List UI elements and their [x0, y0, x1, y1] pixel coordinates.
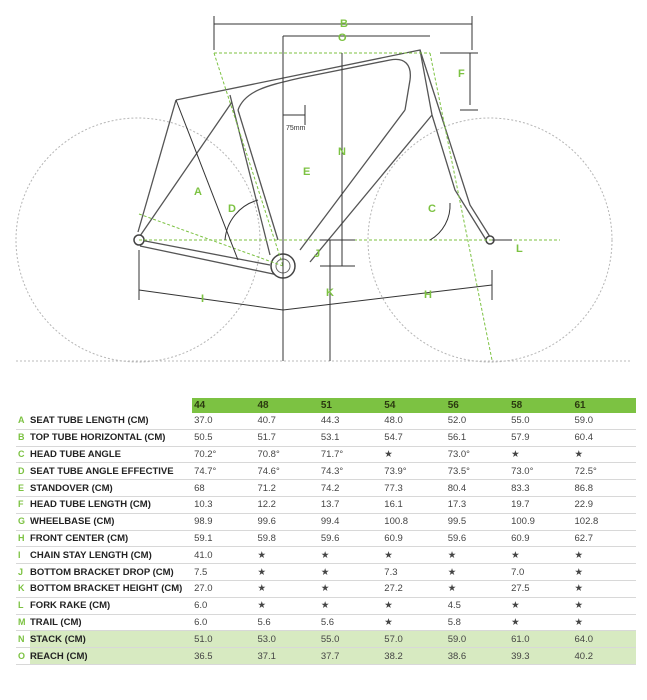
table-cell: 27.0 — [194, 583, 213, 595]
table-cell: 71.7° — [320, 448, 344, 460]
table-cell: 83.3 — [511, 482, 530, 494]
row-label: STACK (CM) — [30, 631, 192, 648]
table-cell: 64.0 — [573, 631, 637, 648]
table-cell: ★ — [511, 616, 520, 628]
table-row — [16, 463, 636, 480]
table-cell: ★ — [257, 583, 266, 595]
table-cell: 53.0 — [255, 631, 318, 648]
table-cell: 57.0 — [382, 631, 445, 648]
dim-label-i: I — [201, 293, 205, 305]
table-cell: 17.3 — [447, 499, 467, 511]
table-cell: 59.0 — [574, 415, 593, 427]
table-cell: 40.2 — [573, 648, 637, 665]
table-row — [16, 513, 636, 530]
table-row — [16, 413, 636, 429]
table-cell: 50.5 — [194, 432, 213, 444]
dim-label-o: O — [338, 32, 347, 44]
table-row — [16, 564, 636, 581]
table-cell: 7.5 — [194, 566, 208, 578]
dim-label-h: H — [424, 289, 432, 301]
table-cell: 68 — [194, 482, 205, 494]
row-letter: A — [18, 415, 25, 426]
table-cell: 74.2 — [320, 482, 340, 494]
table-cell: 60.9 — [384, 532, 403, 544]
table-row — [16, 530, 636, 547]
table-cell: 6.0 — [194, 616, 208, 628]
table-cell: ★ — [257, 549, 266, 561]
table-row — [16, 614, 636, 631]
row-letter: F — [18, 499, 24, 510]
table-row — [16, 648, 636, 665]
table-cell: 5.6 — [320, 616, 335, 628]
table-cell: 51.7 — [257, 432, 276, 444]
table-cell: 59.8 — [257, 532, 276, 544]
row-letter: M — [18, 616, 26, 627]
row-label: TRAIL (CM) — [30, 616, 82, 628]
table-cell: 70.2° — [194, 448, 217, 460]
row-letter: B — [18, 432, 25, 443]
table-cell: 51.0 — [192, 631, 255, 648]
table-cell: 77.3 — [384, 482, 403, 494]
table-cell: ★ — [511, 549, 520, 561]
table-cell: 56.1 — [447, 432, 467, 444]
table-row — [16, 429, 636, 446]
table-cell: ★ — [574, 616, 584, 628]
table-cell: 12.2 — [257, 499, 276, 511]
frame — [138, 50, 492, 275]
table-row — [16, 547, 636, 564]
table-cell: 74.3° — [320, 465, 344, 477]
dim-label-f: F — [458, 68, 465, 80]
table-row — [16, 496, 636, 513]
row-label: WHEELBASE (CM) — [30, 516, 115, 528]
table-cell: ★ — [384, 616, 393, 628]
size-header: 61 — [573, 398, 637, 413]
note-75mm: 75mm — [286, 125, 306, 132]
row-letter: D — [18, 465, 25, 476]
table-cell: 57.9 — [511, 432, 530, 444]
size-header: 58 — [509, 398, 572, 413]
table-cell: 99.4 — [320, 516, 340, 528]
table-cell: 102.8 — [574, 516, 599, 528]
table-cell: 70.8° — [257, 448, 280, 460]
table-cell: 71.2 — [257, 482, 276, 494]
table-cell: ★ — [447, 549, 457, 561]
table-cell: ★ — [320, 600, 330, 612]
table-cell: ★ — [574, 566, 584, 578]
row-letter: H — [18, 532, 25, 543]
table-cell: 7.0 — [511, 566, 525, 578]
table-cell: 59.6 — [447, 532, 467, 544]
table-cell: ★ — [574, 600, 584, 612]
table-cell: 48.0 — [384, 415, 403, 427]
table-cell: 59.1 — [194, 532, 213, 544]
table-cell: 59.6 — [320, 532, 340, 544]
table-cell: 80.4 — [447, 482, 467, 494]
size-header: 48 — [255, 398, 318, 413]
dim-label-l: L — [516, 243, 523, 255]
table-cell: 99.5 — [447, 516, 467, 528]
row-label: SEAT TUBE ANGLE EFFECTIVE — [30, 465, 174, 477]
dim-label-b: B — [340, 18, 348, 30]
table-cell: 74.7° — [194, 465, 217, 477]
table-cell: 59.0 — [446, 631, 509, 648]
table-row — [16, 580, 636, 597]
table-cell: 73.5° — [447, 465, 470, 477]
table-cell: 19.7 — [511, 499, 530, 511]
table-cell: 44.3 — [320, 415, 340, 427]
table-cell: 37.0 — [194, 415, 213, 427]
table-row — [16, 631, 636, 648]
table-cell: 27.2 — [384, 583, 403, 595]
table-cell: 5.6 — [257, 616, 271, 628]
table-cell: 13.7 — [320, 499, 340, 511]
table-cell: 5.8 — [447, 616, 461, 628]
table-cell: 52.0 — [447, 415, 467, 427]
table-cell: 39.3 — [509, 648, 572, 665]
table-cell: 38.6 — [446, 648, 509, 665]
row-letter: E — [18, 482, 25, 493]
row-label: TOP TUBE HORIZONTAL (CM) — [30, 432, 166, 444]
table-cell: 10.3 — [194, 499, 213, 511]
geometry-table — [16, 398, 636, 665]
table-row — [16, 597, 636, 614]
table-cell: 99.6 — [257, 516, 276, 528]
row-label: HEAD TUBE LENGTH (CM) — [30, 499, 151, 511]
row-label: CHAIN STAY LENGTH (CM) — [30, 549, 152, 561]
table-cell: ★ — [511, 448, 520, 460]
table-cell: ★ — [257, 566, 266, 578]
table-cell: ★ — [320, 566, 330, 578]
table-cell: 60.9 — [511, 532, 530, 544]
geometry-table-body — [16, 413, 636, 664]
geometry-guides — [139, 53, 560, 360]
table-cell: 74.6° — [257, 465, 280, 477]
table-cell: 40.7 — [257, 415, 276, 427]
row-letter: C — [18, 448, 25, 459]
table-cell: 16.1 — [384, 499, 403, 511]
table-cell: ★ — [511, 600, 520, 612]
table-cell: 86.8 — [574, 482, 593, 494]
table-cell: 54.7 — [384, 432, 403, 444]
table-cell: 55.0 — [319, 631, 382, 648]
table-cell: 73.9° — [384, 465, 407, 477]
size-header: 44 — [192, 398, 255, 413]
row-label: REACH (CM) — [30, 648, 192, 665]
row-label: FRONT CENTER (CM) — [30, 532, 129, 544]
table-cell: 22.9 — [574, 499, 593, 511]
table-cell: ★ — [320, 549, 330, 561]
table-cell: ★ — [447, 566, 457, 578]
table-cell: ★ — [384, 448, 393, 460]
dim-label-a: A — [194, 186, 202, 198]
row-letter: L — [18, 600, 24, 611]
row-label: BOTTOM BRACKET HEIGHT (CM) — [30, 583, 183, 595]
table-cell: 61.0 — [509, 631, 572, 648]
table-cell: 62.7 — [574, 532, 593, 544]
size-header: 51 — [319, 398, 382, 413]
dim-label-e: E — [303, 166, 311, 178]
row-letter: K — [18, 583, 25, 594]
dim-label-j: J — [314, 248, 321, 260]
table-cell: ★ — [447, 583, 457, 595]
size-header-row — [16, 398, 636, 413]
dim-label-n: N — [338, 146, 346, 158]
table-cell: 100.9 — [511, 516, 535, 528]
table-cell: ★ — [384, 549, 393, 561]
row-label: BOTTOM BRACKET DROP (CM) — [30, 566, 174, 578]
row-label: HEAD TUBE ANGLE — [30, 448, 121, 460]
table-cell: 37.7 — [319, 648, 382, 665]
row-label: STANDOVER (CM) — [30, 482, 113, 494]
row-letter: I — [18, 549, 21, 560]
table-cell: 73.0° — [447, 448, 470, 460]
row-label: FORK RAKE (CM) — [30, 600, 111, 612]
table-cell: 7.3 — [384, 566, 398, 578]
table-cell: 60.4 — [574, 432, 593, 444]
row-letter: G — [18, 516, 26, 527]
table-cell: 72.5° — [574, 465, 597, 477]
size-header: 54 — [382, 398, 445, 413]
table-cell: 53.1 — [320, 432, 340, 444]
table-cell: 98.9 — [194, 516, 213, 528]
table-cell: 38.2 — [382, 648, 445, 665]
table-row — [16, 480, 636, 497]
table-cell: 27.5 — [511, 583, 530, 595]
table-cell: 73.0° — [511, 465, 534, 477]
table-cell: 6.0 — [194, 600, 208, 612]
table-cell: ★ — [574, 583, 584, 595]
size-header: 56 — [446, 398, 509, 413]
table-cell: 55.0 — [511, 415, 530, 427]
table-cell: ★ — [257, 600, 266, 612]
row-letter: O — [18, 650, 26, 661]
dim-label-k: K — [326, 287, 334, 299]
dim-label-d: D — [228, 203, 236, 215]
table-cell: 100.8 — [384, 516, 409, 528]
row-letter: J — [18, 566, 24, 577]
row-letter: N — [18, 633, 25, 644]
table-cell: 41.0 — [194, 549, 213, 561]
table-cell: 37.1 — [255, 648, 318, 665]
table-cell: ★ — [320, 583, 330, 595]
table-cell: ★ — [384, 600, 393, 612]
dim-label-c: C — [428, 203, 436, 215]
table-cell: ★ — [574, 549, 584, 561]
row-label: SEAT TUBE LENGTH (CM) — [30, 415, 149, 427]
table-cell: 4.5 — [447, 600, 461, 612]
table-cell: 36.5 — [192, 648, 255, 665]
table-cell: ★ — [574, 448, 584, 460]
table-row — [16, 446, 636, 463]
